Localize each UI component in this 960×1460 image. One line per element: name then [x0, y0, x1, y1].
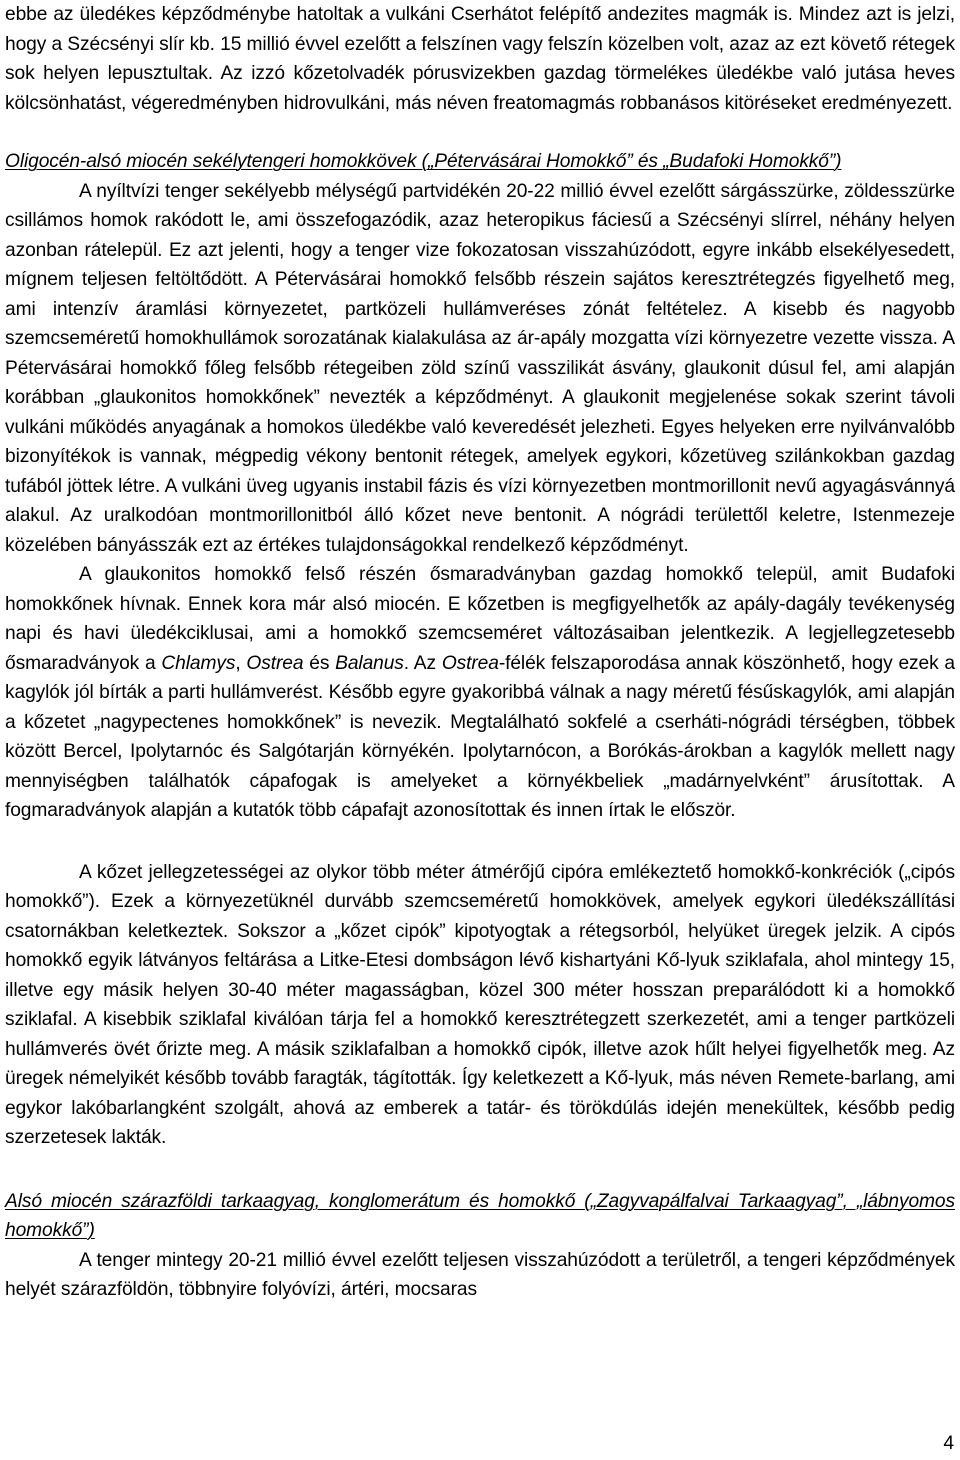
text-run: -félék felszaporodása annak köszönhető, hogy ezek a kagylók jól bírták a parti hullámverést. Később egyre gyakoribbá válnak a nagy méretű fésűskagylók, ami alapján a kőzetet „nagypectenes homokkőnek” is nevezik. Megtalálható sokfelé a cserháti-nógrádi térségben, többek között Bercel, Ipolytarnóc és Salgótarján környékén. Ipolytarnócon, a Borókás-árokban a kagylók mellett nagy mennyiségben találhatók cápafogak is amelyeket a környékbeliek „madárnyelvként” árusítottak. A fogmaradványok alapján a kutatók több cápafajt azonosítottak és innen írtak le először.	[5, 652, 955, 821]
text-run: és	[303, 652, 336, 674]
document-page	[5, 0, 955, 1305]
text-run: . Az	[403, 652, 442, 674]
paragraph-petervasara-sandstone: A nyíltvízi tenger sekélyebb mélységű partvidékén 20-22 millió évvel ezelőtt sárgásszürke, zöldesszürke csillámos homok rakódott le, ami összefogazódik, azaz heteropikus fáciesű a Szécsényi slírrel, néhány helyen azonban rátelepül. Ez azt jelenti, hogy a tenger vize fokozatosan visszahúzódott, egyre inkább elsekélyesedett, mígnem teljesen feltöltődött. A Pétervásárai homokkő felsőbb részein sajátos keresztrétegzés figyelhető meg, ami intenzív áramlási környezetet, partközeli hullámveréses zónát feltételez. A kisebb és nagyobb szemcseméretű homokhullámok sorozatának kialakulása az ár-apály mozgatta vízi környezetre vezette vissza. A Pétervásárai homokkő főleg felsőbb rétegeiben zöld színű vasszilikát ásvány, glaukonit dúsul fel, ami alapján korábban „glaukonitos homokkőnek” nevezték a képződményt. A glaukonit megjelenése sokak szerint távoli vulkáni működés anyagának a homokos üledékbe való keveredését jelezheti. Egyes helyeken erre nyilvánvalóbb bizonyítékok is vannak, mégpedig vékony bentonit rétegek, amelyek egykori, kőzetüveg szilánkokban gazdag tufából jöttek létre. A vulkáni üveg ugyanis instabil fázis és vízi környezetben montmorillonit nevű agyagásvánnyá alakul. Az uralkodóan montmorillonitból álló kőzet neve bentonit. A nógrádi területtől keletre, Istenmezeje közelében bányásszák ezt az értékes tulajdonságokkal rendelkező képződményt.	[5, 180, 955, 556]
section-heading-lower-miocene: Alsó miocén szárazföldi tarkaagyag, konglomerátum és homokkő („Zagyvapálfalvai Tarkaagyag”, „lábnyomos homokkő”)	[5, 1190, 955, 1241]
taxon-name: Chlamys	[161, 652, 236, 674]
paragraph-intro: ebbe az üledékes képződménybe hatoltak a vulkáni Cserhátot felépítő andezites magmák is. Mindez azt is jelzi, hogy a Szécsényi slír kb. 15 millió évvel ezelőtt a felszínen vagy felszín közelben volt, azaz az ezt követő rétegek sok helyen lepusztultak. Az izzó kőzetolvadék pórusvizekben gazdag törmelékes üledékbe való jutása heves kölcsönhatást, végeredményben hidrovulkáni, más néven freatomagmás robbanásos kitöréseket eredményezett.	[5, 4, 955, 114]
taxon-name: Balanus	[335, 652, 404, 674]
paragraph-cipos-homokko: A kőzet jellegzetességei az olykor több méter átmérőjű cipóra emlékeztető homokkő-konkréciók („cipós homokkő”). Ezek a környezetüknél durvább szemcseméretű homokkövek, amelyek egykori üledékszállítási csatornákban keletkeztek. Sokszor a „kőzet cipók” kipotyogtak a rétegsorból, helyüket üregek jelzik. A cipós homokkő egyik látványos feltárása a Litke-Etesi dombságon lévő kishartyáni Kő-lyuk sziklafala, ahol mintegy 15, illetve egy másik helyen 30-40 méter magasságban, közel 300 méter hosszan preparálódott ki a homokkő sziklafal. A kisebbik sziklafal kiválóan tárja fel a homokkő keresztrétegzett szerkezetét, ami a tenger partközeli hullámverés övét őrizte meg. A másik sziklafalban a homokkő cipók, illetve azok hűlt helyei figyelhetők meg. Az üregek némelyikét később tovább faragták, tágították. Így keletkezett a Kő-lyuk, más néven Remete-barlang, ami egykor lakóbarlangként szolgált, ahová az emberek a tatár- és törökdúlás idején menekültek, később pedig szerzetesek lakták.	[5, 861, 955, 1148]
taxon-name: Ostrea	[441, 652, 499, 674]
text-run: ,	[235, 652, 247, 674]
taxon-name: Ostrea	[246, 652, 304, 674]
paragraph-budafok-sandstone	[5, 560, 955, 826]
page-number: 4	[943, 1433, 954, 1454]
paragraph-lower-miocene-terrestrial: A tenger mintegy 20-21 millió évvel ezelőtt teljesen visszahúzódott a területről, a tengeri képződmények helyét szárazföldön, többnyire folyóvízi, ártéri, mocsaras	[5, 1249, 955, 1300]
text-run: A glaukonitos homokkő felső részén ősmaradványban gazdag homokkő települ, amit Budafoki homokkőnek hívnak. Ennek kora már alsó miocén. E kőzetben is megfigyelhetők az apály-dagály tevékenység napi és havi üledékciklusai, ami a homokkő szemcseméret változásaiban jelentkezik. A legjellegzetesebb ősmaradványok a	[5, 564, 955, 674]
section-heading-oligocene: Oligocén-alsó miocén sekélytengeri homokkövek („Pétervásárai Homokkő” és „Budafoki Homokkő”)	[5, 151, 842, 172]
